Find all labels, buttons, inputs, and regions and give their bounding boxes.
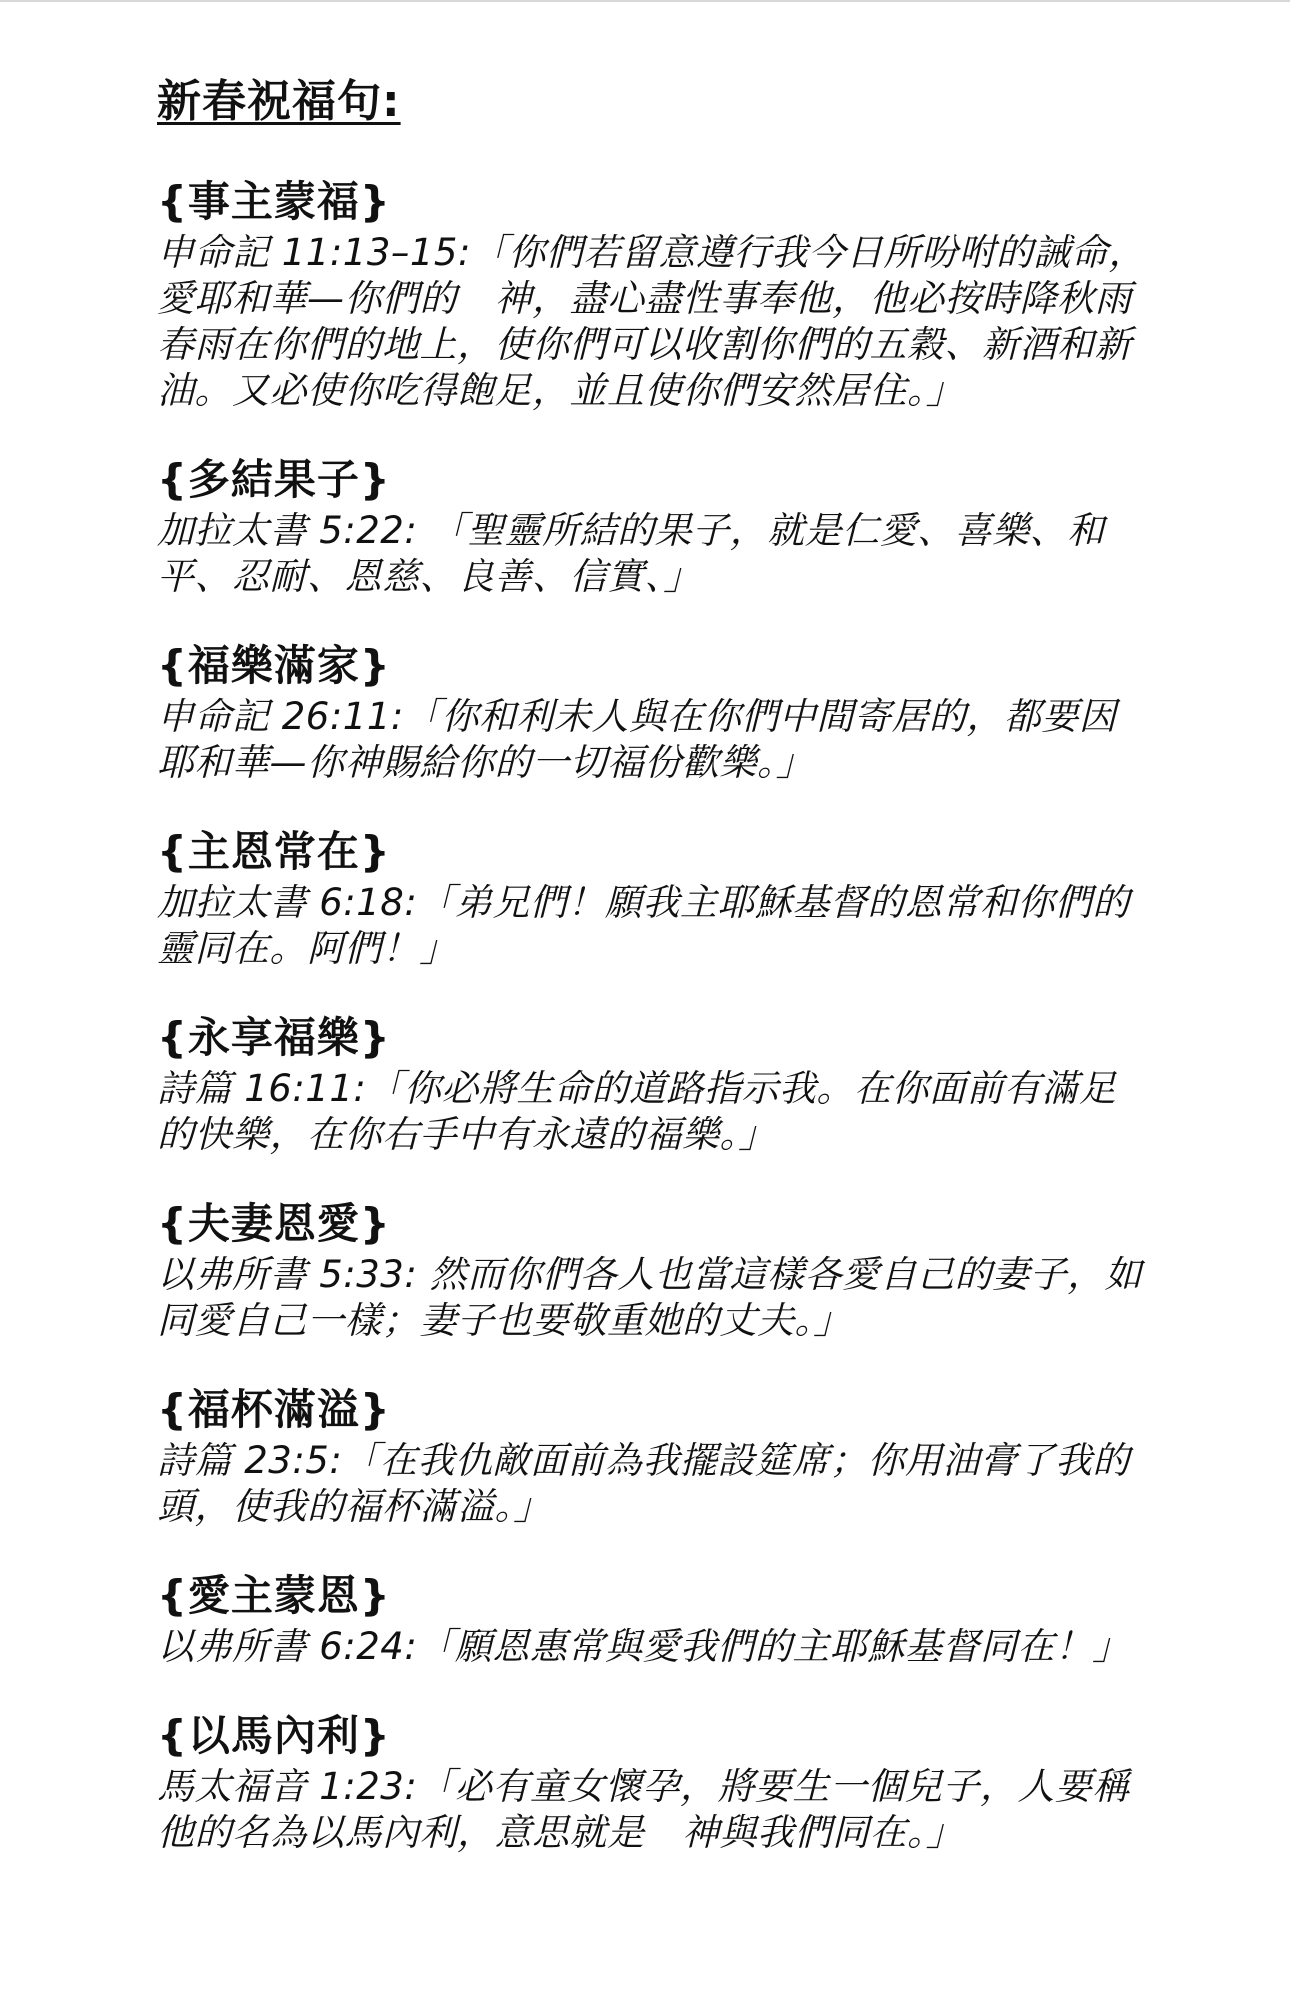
verse-reference: 詩篇 23:5: <box>157 1439 343 1482</box>
verse-reference: 以弗所書 6:24: <box>157 1625 418 1668</box>
top-divider <box>0 0 1290 2</box>
verse-content: 「你們若留意遵行我今日所吩咐的誡命，愛耶和華—你們的 神，盡心盡性事奉他，他必按時降秋雨春雨在你們的地上，使你們可以收割你們的五穀、新酒和新油。又必使你吃得飽足，並且使你們安然居住。」 <box>157 231 1146 412</box>
verse-text <box>157 508 1147 600</box>
verse-content: 「必有童女懷孕，將要生一個兒子，人要稱他的名為以馬內利，意思就是 神與我們同在。」 <box>157 1765 1130 1854</box>
blessing-section <box>157 174 1157 414</box>
section-heading: {福樂滿家} <box>157 641 391 690</box>
blessing-section <box>157 1708 1157 1856</box>
verse-reference: 申命記 26:11: <box>157 695 404 738</box>
verse-text <box>157 694 1147 786</box>
verse-text <box>157 1252 1147 1344</box>
blessing-section <box>157 1382 1157 1530</box>
section-heading: {夫妻恩愛} <box>157 1199 391 1248</box>
section-heading: {愛主蒙恩} <box>157 1571 391 1620</box>
blessing-section <box>157 824 1157 972</box>
section-heading: {多結果子} <box>157 455 391 504</box>
section-heading: {永享福樂} <box>157 1013 391 1062</box>
document-body <box>157 70 1157 1894</box>
verse-text <box>157 1764 1147 1856</box>
verse-text <box>157 1066 1147 1158</box>
blessing-section <box>157 638 1157 786</box>
verse-content: 「你必將生命的道路指示我。在你面前有滿足的快樂，在你右手中有永遠的福樂。」 <box>157 1067 1117 1156</box>
verse-text <box>157 1438 1147 1530</box>
verse-reference: 以弗所書 5:33: <box>157 1253 418 1296</box>
section-heading: {主恩常在} <box>157 827 391 876</box>
verse-text <box>157 230 1147 414</box>
verse-content: 然而你們各人也當這樣各愛自己的妻子，如同愛自己一樣；妻子也要敬重她的丈夫。」 <box>157 1253 1143 1342</box>
verse-reference: 申命記 11:13–15: <box>157 231 471 274</box>
section-heading: {福杯滿溢} <box>157 1385 391 1434</box>
verse-content: 「願恩惠常與愛我們的主耶穌基督同在！」 <box>417 1625 1130 1668</box>
verse-reference: 詩篇 16:11: <box>157 1067 367 1110</box>
verse-reference: 馬太福音 1:23: <box>157 1765 418 1808</box>
verse-content: 「聖靈所結的果子，就是仁愛、喜樂、和平、忍耐、恩慈、良善、信實、」 <box>157 509 1105 598</box>
page-title: 新春祝福句: <box>157 76 401 127</box>
blessing-section <box>157 1010 1157 1158</box>
blessing-section <box>157 1568 1157 1670</box>
verse-reference: 加拉太書 6:18: <box>157 881 418 924</box>
verse-content: 「弟兄們！願我主耶穌基督的恩常和你們的靈同在。阿們！」 <box>157 881 1130 970</box>
verse-text <box>157 880 1147 972</box>
blessing-section <box>157 452 1157 600</box>
verse-text <box>157 1624 1147 1670</box>
verse-reference: 加拉太書 5:22: <box>157 509 418 552</box>
blessing-section <box>157 1196 1157 1344</box>
verse-content: 「你和利未人與在你們中間寄居的，都要因耶和華—你神賜給你的一切福份歡樂。」 <box>157 695 1117 784</box>
section-heading: {以馬內利} <box>157 1711 391 1760</box>
section-heading: {事主蒙福} <box>157 177 391 226</box>
verse-content: 「在我仇敵面前為我擺設筵席；你用油膏了我的頭，使我的福杯滿溢。」 <box>157 1439 1130 1528</box>
